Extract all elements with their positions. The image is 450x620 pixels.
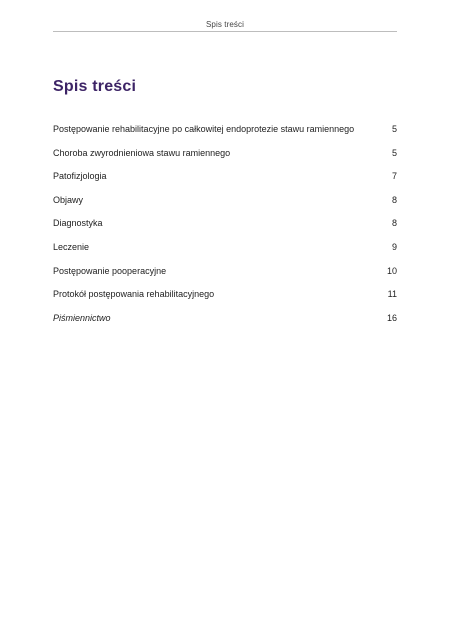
header-rule (53, 31, 397, 32)
toc-title: Spis treści (53, 78, 137, 95)
toc-entry[interactable] (53, 124, 397, 148)
toc-entry-title: Postępowanie pooperacyjne (53, 265, 167, 276)
toc-entry-page: 5 (391, 124, 397, 134)
toc-entry-page: 16 (386, 312, 397, 323)
toc-entry-title: Objawy (53, 194, 84, 205)
toc-entry-page: 11 (387, 289, 397, 300)
toc-entry[interactable] (53, 218, 397, 242)
toc-entry-page: 5 (391, 147, 397, 158)
running-header: Spis treści (206, 20, 244, 29)
toc-entry-page: 10 (386, 265, 397, 276)
toc-entry[interactable] (53, 171, 397, 195)
toc-entry[interactable] (53, 148, 397, 172)
toc-entry[interactable] (53, 195, 397, 219)
toc-entry[interactable] (53, 266, 397, 290)
toc-entry-title: Diagnostyka (53, 218, 103, 229)
toc-entry-title: Protokół postępowania rehabilitacyjnego (53, 289, 215, 300)
toc-entry-page: 9 (391, 241, 397, 252)
toc-entry-title: Patofizjologia (53, 171, 107, 182)
toc-entry-title: Postępowanie rehabilitacyjne po całkowitej endoprotezie stawu ramiennego (53, 124, 355, 134)
toc-entry[interactable] (53, 242, 397, 266)
toc-entry-title: Piśmiennictwo (53, 312, 111, 323)
toc-entry-page: 8 (391, 194, 397, 205)
toc-entry[interactable] (53, 313, 397, 337)
toc-entry-page: 7 (391, 171, 397, 182)
toc-entry-page: 8 (391, 218, 397, 229)
toc-entry-title: Choroba zwyrodnieniowa stawu ramiennego (53, 147, 231, 158)
table-of-contents (53, 124, 397, 336)
toc-entry[interactable] (53, 289, 397, 313)
toc-entry-title: Leczenie (53, 241, 90, 252)
